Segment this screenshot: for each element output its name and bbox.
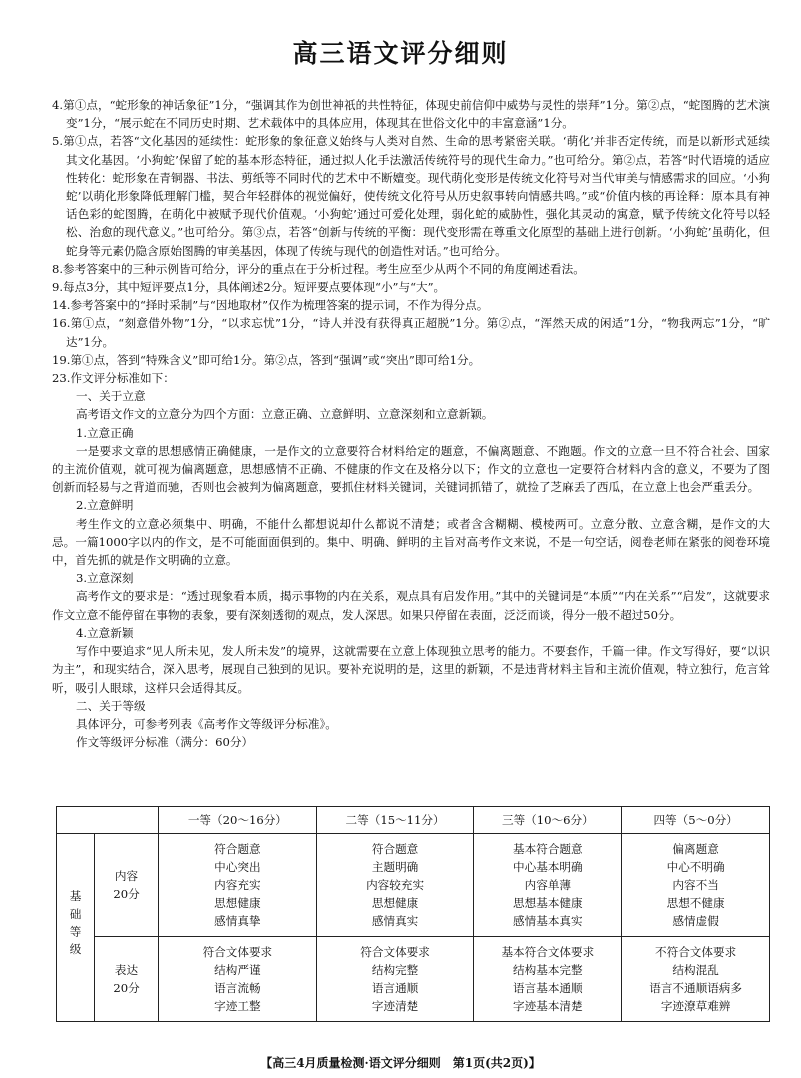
answer-note-8: 8.参考答案中的三种示例皆可给分，评分的重点在于分析过程。考生应至少从两个不同的角度阐述看法。 bbox=[52, 261, 585, 276]
table-header-grade-2: 二等（15～11分） bbox=[316, 807, 474, 834]
cell-expression-grade-3: 基本符合文体要求 结构基本完整 语言基本通顺 字迹基本清楚 bbox=[474, 937, 622, 1022]
cell-content-grade-3: 基本符合题意 中心基本明确 内容单薄 思想基本健康 感情基本真实 bbox=[474, 834, 622, 937]
answer-note-14: 14.参考答案中的“择时采制”与“因地取材”仅作为梳理答案的提示词，不作为得分点。 bbox=[52, 298, 489, 313]
cell-expression-grade-1: 符合文体要求 结构严谨 语言流畅 字迹工整 bbox=[159, 937, 317, 1022]
table-header-grade-4: 四等（5～0分） bbox=[622, 807, 770, 834]
answer-note-5: 5.第①点，若答“文化基因的延续性：蛇形象的象征意义始终与人类对自然、生命的思考紧密关联。‘萌化’并非否定传统，而是以新形式延续其文化基因。‘小狗蛇’保留了蛇的基本形态特征，通过拟人化手法激活传统符号的现代生命力。”也可给分。第②点，若答“时代语境的适应性转化：蛇形象在青铜器、书法、剪纸等不同时代的艺术中不断嬗变。现代萌化变形是传统文化符号对当代审美与情感需求的回应。‘小狗蛇’以萌化形象降低理解门槛，契合年轻群体的视觉偏好，使传统文化符号从历史叙事转向情感共鸣。”或“价值内核的再诠释：原本具有神话色彩的蛇图腾，在萌化中被赋予现代价值观。‘小狗蛇’通过可爱化处理，弱化蛇的威胁性，强化其灵动的寓意，赋予传统文化符号以轻松、治愈的现代意义。”也可给分。第③点，若答“创新与传统的平衡：现代变形需在尊重文化原型的基础上进行创新。‘小狗蛇’虽萌化，但蛇身等元素仍隐含原始图腾的审美基因，体现了传统与现代的创造性对话。”也可给分。 bbox=[52, 134, 770, 258]
subheading-clear: 2.立意鲜明 bbox=[76, 498, 134, 513]
table-header-grade-1: 一等（20～16分） bbox=[159, 807, 317, 834]
cell-expression-grade-4: 不符合文体要求 结构混乱 语言不通顺语病多 字迹潦草难辨 bbox=[622, 937, 770, 1022]
text-clear: 考生作文的立意必须集中、明确，不能什么都想说却什么都说不清楚；或者含含糊糊、模棱两可。立意分散、立意含糊，是作文的大忌。一篇1000字以内的作文，是不可能面面俱到的。集中、明确、鲜明的主旨对高考作文来说，不是一句空话，阅卷老师在紧张的阅卷环境中，首先抓的就是作文明确的立意。 bbox=[52, 516, 770, 568]
group-label-basic: 基础等级 bbox=[57, 834, 95, 1022]
answer-note-16: 16.第①点，“刻意借外物”1分，“以求忘忧”1分，“诗人并没有获得真正超脱”1分。第②点，“浑然天成的闲适”1分，“物我两忘”1分，“旷达”1分。 bbox=[52, 316, 770, 349]
document-body bbox=[52, 96, 770, 751]
row-label-content: 内容 20分 bbox=[95, 834, 159, 937]
table-caption: 作文等级评分标准（满分：60分） bbox=[76, 735, 254, 750]
page-title: 高三语文评分细则 bbox=[292, 39, 509, 68]
subheading-correct: 1.立意正确 bbox=[76, 425, 134, 440]
cell-expression-grade-2: 符合文体要求 结构完整 语言通顺 字迹清楚 bbox=[316, 937, 474, 1022]
table-header-blank bbox=[57, 807, 159, 834]
text-correct: 一是要求文章的思想感情正确健康，一是作文的立意要符合材料给定的题意，不偏离题意、不跑题。作文的立意一旦不符合社会、国家的主流价值观，就可视为偏离题意，思想感情不正确、不健康的作文在及格分以下；作文的立意也一定要符合材料内含的意义，不要为了图创新而轻易与之背道而驰，否则也会被判为偏离题意，要抓住材料关键词，关键词抓错了，就捡了芝麻丢了西瓜，在立意上也会严重丢分。 bbox=[52, 443, 770, 495]
table-row-content bbox=[57, 834, 770, 937]
table-row-expression bbox=[57, 937, 770, 1022]
answer-note-19: 19.第①点，答到“特殊含义”即可给1分。第②点，答到“强调”或“突出”即可给1分。 bbox=[52, 352, 481, 367]
section-heading-grade: 二、关于等级 bbox=[76, 698, 146, 713]
section-intro-grade: 具体评分，可参考列表《高考作文等级评分标准》。 bbox=[76, 716, 337, 731]
subheading-deep: 3.立意深刻 bbox=[76, 571, 134, 586]
page-footer: 【高三4月质量检测·语文评分细则 第1页(共2页)】 bbox=[260, 1056, 541, 1070]
cell-content-grade-4: 偏离题意 中心不明确 内容不当 思想不健康 感情虚假 bbox=[622, 834, 770, 937]
table-header-row bbox=[57, 807, 770, 834]
table-header-grade-3: 三等（10～6分） bbox=[474, 807, 622, 834]
section-intro-theme: 高考语文作文的立意分为四个方面：立意正确、立意鲜明、立意深刻和立意新颖。 bbox=[76, 407, 494, 422]
text-novel: 写作中要追求“见人所未见，发人所未发”的境界，这就需要在立意上体现独立思考的能力。不要套作，千篇一律。作文写得好，要“以识为主”，和现实结合，深入思考，展现自己独到的见识。要补充说明的是，这里的新颖，不是违背材料主旨和主流价值观，特立独行，危言耸听，吸引人眼球，这样只会适得其反。 bbox=[52, 644, 770, 695]
answer-note-23: 23.作文评分标准如下： bbox=[52, 371, 175, 386]
cell-content-grade-2: 符合题意 主题明确 内容较充实 思想健康 感情真实 bbox=[316, 834, 474, 937]
subheading-novel: 4.立意新颖 bbox=[76, 625, 134, 640]
row-label-expression: 表达 20分 bbox=[95, 937, 159, 1022]
answer-note-4: 4.第①点，“蛇形象的神话象征”1分，“强调其作为创世神祇的共性特征，体现史前信仰中威势与灵性的崇拜”1分。第②点，“蛇图腾的艺术演变”1分，“展示蛇在不同历史时期、艺术载体中的具体应用，体现其在世俗文化中的丰富意涵”1分。 bbox=[52, 98, 770, 131]
cell-content-grade-1: 符合题意 中心突出 内容充实 思想健康 感情真挚 bbox=[159, 834, 317, 937]
answer-note-9: 9.每点3分，其中短评要点1分，具体阐述2分。短评要点要体现“小”与“大”。 bbox=[52, 280, 446, 295]
section-heading-theme: 一、关于立意 bbox=[76, 389, 146, 404]
grading-table bbox=[56, 806, 770, 1022]
text-deep: 高考作文的要求是：“透过现象看本质，揭示事物的内在关系，观点具有启发作用。”其中的关键词是“本质”“内在关系”“启发”，这就要求作文立意不能停留在事物的表象，要有深刻透彻的观点，发人深思。如果只停留在表面，泛泛而谈，得分一般不超过50分。 bbox=[52, 589, 770, 622]
